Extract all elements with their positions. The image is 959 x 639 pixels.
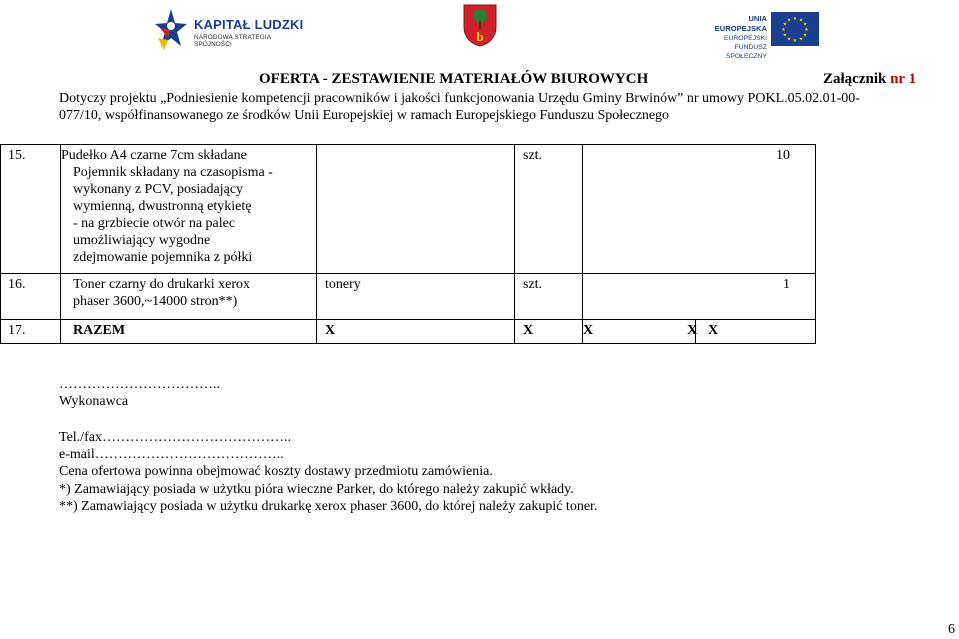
kapital-ludzki-logo [150,6,310,54]
tel-fax-field: Tel./fax………………………………….. [59,430,291,445]
svg-text:★: ★ [782,21,788,28]
attachment-label [823,71,916,88]
svg-text:★: ★ [786,36,792,43]
svg-text:★: ★ [792,16,798,22]
price-note: Cena ofertowa powinna obejmować koszty dostawy przedmiotu zamówienia. [59,464,493,479]
crest-icon [462,3,498,47]
item-name-line: Pudełko A4 czarne 7cm składane [61,148,247,163]
item-category: tonery [317,274,515,320]
item-unit: szt. [515,145,583,274]
footnote-1: *) Zamawiający posiada w użytku pióra wieczne Parker, do którego należy zakupić wkłady. [59,482,574,497]
item-name-line: Toner czarny do drukarki xerox [73,277,251,292]
kapital-ludzki-star-icon [154,8,188,54]
table-row [1,274,816,320]
document-title: OFERTA - ZESTAWIENIE MATERIAŁÓW BIUROWYCH [259,71,649,87]
svg-text:★: ★ [804,27,809,33]
row-number: 16. [1,274,61,320]
row-number: 17. [1,320,61,344]
total-x: X [696,320,816,344]
item-name-line: zdejmowanie pojemnika z półki [73,250,253,265]
eu-flag-icon [771,12,819,46]
attachment-word: Załącznik [823,71,887,87]
total-x: X [515,320,583,344]
total-x: X [317,320,515,344]
item-quantity: 1 [583,274,816,320]
brwinow-crest-logo [462,3,498,47]
row-number: 15. [1,145,61,274]
eu-line1: UNIA EUROPEJSKA [714,14,767,33]
eu-line2: EUROPEJSKI [723,35,767,42]
project-description-line2: 077/10, współfinansowanego ze środków Unii Europejskiej w ramach Europejskiego Funduszu Społecznego [59,108,670,123]
table-row [1,145,816,274]
page-number: 6 [948,622,955,637]
item-quantity: 10 [583,145,816,274]
kapital-ludzki-title: KAPITAŁ LUDZKI [194,17,304,32]
item-name-line: umożliwiający wygodne [73,233,211,248]
footnote-2: **) Zamawiający posiada w użytku drukarkę xerox phaser 3600, do której należy zakupić toner. [59,499,598,514]
item-name-line: - na grzbiecie otwór na palec [73,216,236,231]
signature-dots: …………………………….. [59,377,220,392]
svg-text:★: ★ [781,27,786,33]
item-name [61,145,317,274]
svg-text:★: ★ [798,36,804,43]
item-unit: szt. [515,274,583,320]
svg-text:★: ★ [802,21,808,28]
svg-text:★: ★ [802,32,808,39]
crest-letter: b [476,29,484,44]
item-name [61,274,317,320]
total-label: RAZEM [61,320,317,344]
item-name-line: Pojemnik składany na czasopisma - [73,165,273,180]
item-name-line: wykonany z PCV, posiadający [73,182,244,197]
eu-efs-logo [695,10,825,60]
svg-text:★: ★ [798,17,804,24]
total-x-mark: X [583,323,594,338]
attachment-number: nr 1 [890,71,917,87]
project-description-line1: Dotyczy projektu „Podniesienie kompetencji pracowników i jakości funkcjonowania Urzędu Gminy Brwinów” nr umowy POKL.05.02.01-00- [59,91,860,106]
item-name-line: phaser 3600,~14000 stron**) [73,294,238,309]
item-category [317,145,515,274]
total-x-mark: X [687,323,698,338]
kapital-ludzki-subtitle: NARODOWA STRATEGIA SPÓJNOŚCI [194,34,271,48]
item-name-line: wymienną, dwustronną etykietę [73,199,252,214]
email-field: e-mail………………………………….. [59,447,284,462]
total-x [583,320,696,344]
svg-text:★: ★ [786,17,792,24]
contractor-label: Wykonawca [59,394,129,409]
svg-text:★: ★ [782,32,788,39]
eu-line3: FUNDUSZ SPOŁECZNY [725,44,767,60]
total-row [1,320,816,344]
svg-text:★: ★ [792,38,798,44]
materials-table [0,144,816,344]
